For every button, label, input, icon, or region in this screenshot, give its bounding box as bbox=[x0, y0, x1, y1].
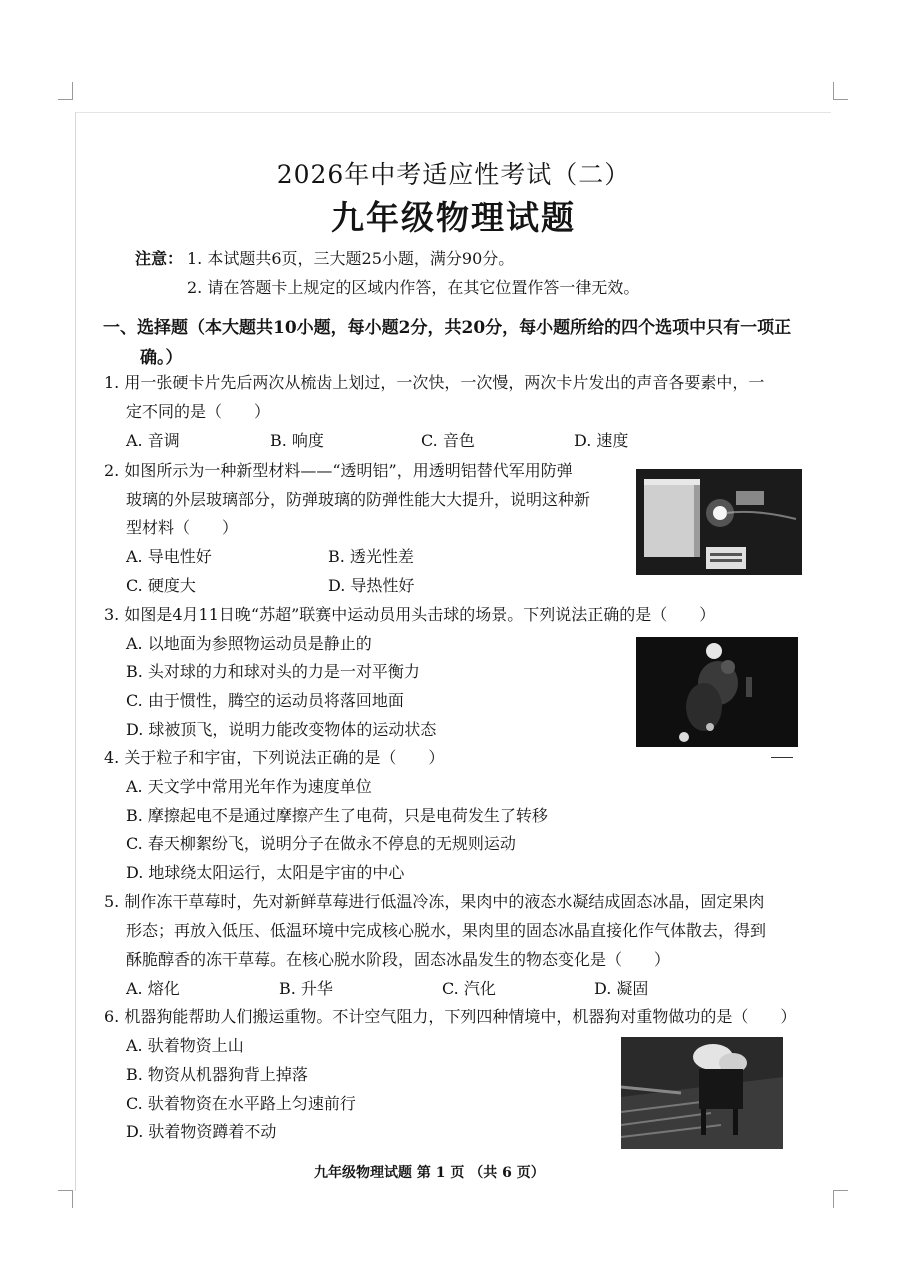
notice-label: 注意： bbox=[135, 249, 184, 268]
question-3-stem: 3. 如图是4月11日晚“苏超”联赛中运动员用头击球的场景。下列说法正确的是（ ） bbox=[104, 605, 716, 624]
question-1-stem: 1. 用一张硬卡片先后两次从梳齿上划过，一次快，一次慢，两次卡片发出的声音各要素中，一 bbox=[104, 373, 765, 392]
question-3-option-c: C. 由于惯性，腾空的运动员将落回地面 bbox=[126, 691, 404, 710]
question-1-option-a: A. 音调 bbox=[126, 431, 180, 450]
crop-mark-bottom-right-h bbox=[833, 1190, 848, 1191]
question-4-option-b: B. 摩擦起电不是通过摩擦产生了电荷，只是电荷发生了转移 bbox=[126, 806, 548, 825]
question-5-stem-cont-2: 酥脆醇香的冻干草莓。在核心脱水阶段，固态冰晶发生的物态变化是（ ） bbox=[126, 950, 671, 969]
football-header-photo bbox=[636, 637, 798, 747]
crop-mark-bottom-left-h bbox=[58, 1190, 73, 1191]
question-4-option-a: A. 天文学中常用光年作为速度单位 bbox=[126, 777, 372, 796]
question-2-option-c: C. 硬度大 bbox=[126, 576, 196, 595]
exam-title: 2026年中考适应性考试（二） bbox=[276, 160, 631, 189]
question-2-option-b: B. 透光性差 bbox=[328, 547, 414, 566]
question-5-option-b: B. 升华 bbox=[279, 979, 333, 998]
question-2-stem: 2. 如图所示为一种新型材料——“透明铝”，用透明铝替代军用防弹 bbox=[104, 461, 573, 480]
subject-title: 九年级物理试题 bbox=[331, 198, 576, 237]
question-5-option-a: A. 熔化 bbox=[126, 979, 180, 998]
crop-mark-bottom-right-v bbox=[833, 1190, 834, 1208]
photo-bottom-mark bbox=[771, 757, 793, 758]
section-heading: 一、选择题（本大题共10小题，每小题2分，共20分，每小题所给的四个选项中只有一项正 bbox=[103, 318, 792, 338]
question-4-option-d: D. 地球绕太阳运行，太阳是宇宙的中心 bbox=[126, 863, 405, 882]
crop-mark-top-right-v bbox=[833, 82, 834, 100]
question-6-option-d: D. 驮着物资蹲着不动 bbox=[126, 1122, 277, 1141]
notice-item-2: 2. 请在答题卡上规定的区域内作答，在其它位置作答一律无效。 bbox=[187, 278, 640, 297]
question-3-option-a: A. 以地面为参照物运动员是静止的 bbox=[126, 634, 372, 653]
crop-mark-bottom-left-v bbox=[72, 1190, 73, 1208]
crop-mark-top-left-h bbox=[58, 99, 73, 100]
question-1-option-b: B. 响度 bbox=[270, 431, 324, 450]
page-footer: 九年级物理试题 第 1 页 （共 6 页） bbox=[314, 1165, 545, 1181]
transparent-aluminum-photo bbox=[636, 469, 802, 575]
question-3-option-d: D. 球被顶飞，说明力能改变物体的运动状态 bbox=[126, 720, 437, 739]
question-6-stem: 6. 机器狗能帮助人们搬运重物。不计空气阻力，下列四种情境中，机器狗对重物做功的是（ ） bbox=[104, 1007, 797, 1026]
section-heading-cont: 确。） bbox=[140, 348, 183, 368]
question-3-option-b: B. 头对球的力和球对头的力是一对平衡力 bbox=[126, 662, 420, 681]
question-2-option-d: D. 导热性好 bbox=[328, 576, 415, 595]
crop-mark-top-right-h bbox=[833, 99, 848, 100]
question-5-option-d: D. 凝固 bbox=[594, 979, 649, 998]
question-2-stem-cont-1: 玻璃的外层玻璃部分，防弹玻璃的防弹性能大大提升，说明这种新 bbox=[126, 490, 591, 509]
question-2-option-a: A. 导电性好 bbox=[126, 547, 212, 566]
question-1-option-c: C. 音色 bbox=[421, 431, 475, 450]
question-5-stem: 5. 制作冻干草莓时，先对新鲜草莓进行低温冷冻，果肉中的液态水凝结成固态冰晶，固定果肉 bbox=[104, 892, 765, 911]
question-4-stem: 4. 关于粒子和宇宙，下列说法正确的是（ ） bbox=[104, 748, 445, 767]
question-5-stem-cont-1: 形态；再放入低压、低温环境中完成核心脱水，果肉里的固态冰晶直接化作气体散去，得到 bbox=[126, 921, 767, 940]
notice-item-1: 1. 本试题共6页，三大题25小题，满分90分。 bbox=[187, 249, 515, 268]
robot-dog-photo bbox=[621, 1037, 783, 1149]
question-6-option-c: C. 驮着物资在水平路上匀速前行 bbox=[126, 1094, 356, 1113]
question-6-option-b: B. 物资从机器狗背上掉落 bbox=[126, 1065, 308, 1084]
question-1-option-d: D. 速度 bbox=[574, 431, 629, 450]
question-1-stem-cont: 定不同的是（ ） bbox=[126, 402, 271, 421]
question-5-option-c: C. 汽化 bbox=[442, 979, 496, 998]
crop-mark-top-left-v bbox=[72, 82, 73, 100]
question-4-option-c: C. 春天柳絮纷飞，说明分子在做永不停息的无规则运动 bbox=[126, 834, 516, 853]
question-2-stem-cont-2: 型材料（ ） bbox=[126, 518, 239, 537]
question-6-option-a: A. 驮着物资上山 bbox=[126, 1036, 244, 1055]
